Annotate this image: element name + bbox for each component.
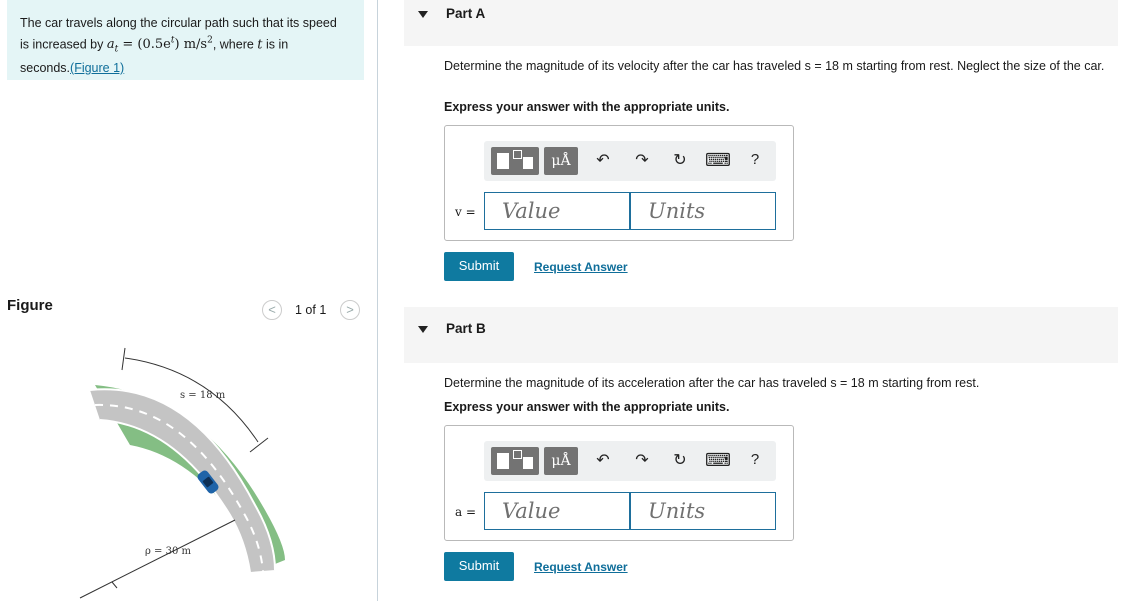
keyboard-icon[interactable]: ⌨ [705, 450, 731, 470]
reset-icon[interactable]: ↻ [673, 152, 687, 169]
part-a-question: Determine the magnitude of its velocity after the car has traveled s = 18 m starting from rest. Neglect the size of the car. [444, 59, 1105, 73]
part-a-instruction: Express your answer with the appropriate units. [444, 100, 730, 114]
part-a-value-input[interactable]: Value [484, 192, 630, 230]
problem-line-1: The car travels along the circular path such that its speed [20, 16, 337, 30]
part-a-title: Part A [446, 6, 486, 21]
problem-statement: The car travels along the circular path such that its speed is increased by $a_t = (0.5e^t)$ $m/s^2$, where t is in seconds.(Figure 1) [20, 16, 337, 75]
help-icon[interactable]: ? [750, 151, 760, 168]
radius-label: ρ = 30 m [145, 546, 192, 557]
figure-prev-button[interactable]: < [262, 300, 282, 320]
figure-pager: 1 of 1 [295, 303, 327, 317]
part-b-title: Part B [446, 321, 486, 336]
road-surface [90, 389, 275, 572]
figure-title: Figure [7, 297, 53, 314]
part-b-variable-label: a = [455, 505, 477, 519]
part-b-collapse-icon[interactable] [418, 326, 428, 333]
units-icon[interactable]: μÅ [544, 147, 578, 175]
part-a-units-input[interactable]: Units [630, 192, 776, 230]
redo-icon[interactable]: ↷ [635, 152, 649, 169]
keyboard-icon[interactable]: ⌨ [705, 150, 731, 170]
part-a-request-answer-link[interactable]: Request Answer [534, 260, 628, 274]
part-b-value-input[interactable]: Value [484, 492, 630, 530]
part-b-instruction: Express your answer with the appropriate units. [444, 400, 730, 414]
part-a-submit-button[interactable]: Submit [444, 252, 514, 281]
undo-icon[interactable]: ↶ [596, 152, 610, 169]
redo-icon[interactable]: ↷ [635, 452, 649, 469]
part-b-header[interactable] [404, 307, 1118, 363]
help-icon[interactable]: ? [750, 451, 760, 468]
part-b-submit-button[interactable]: Submit [444, 552, 514, 581]
part-b-request-answer-link[interactable]: Request Answer [534, 560, 628, 574]
part-a-collapse-icon[interactable] [418, 11, 428, 18]
part-a-variable-label: v = [455, 205, 476, 219]
part-b-units-input[interactable]: Units [630, 492, 776, 530]
undo-icon[interactable]: ↶ [596, 452, 610, 469]
reset-icon[interactable]: ↻ [673, 452, 687, 469]
templates-icon[interactable] [491, 147, 539, 175]
figure-next-button[interactable]: > [340, 300, 360, 320]
templates-icon[interactable] [491, 447, 539, 475]
panel-divider [377, 0, 378, 601]
figure-link[interactable]: (Figure 1) [70, 60, 125, 75]
road-figure [70, 340, 310, 600]
part-a-header[interactable] [404, 0, 1118, 46]
part-b-question: Determine the magnitude of its acceleration after the car has traveled s = 18 m starting from rest. [444, 376, 980, 390]
arc-length-label: s = 18 m [180, 390, 226, 401]
units-icon[interactable]: μÅ [544, 447, 578, 475]
